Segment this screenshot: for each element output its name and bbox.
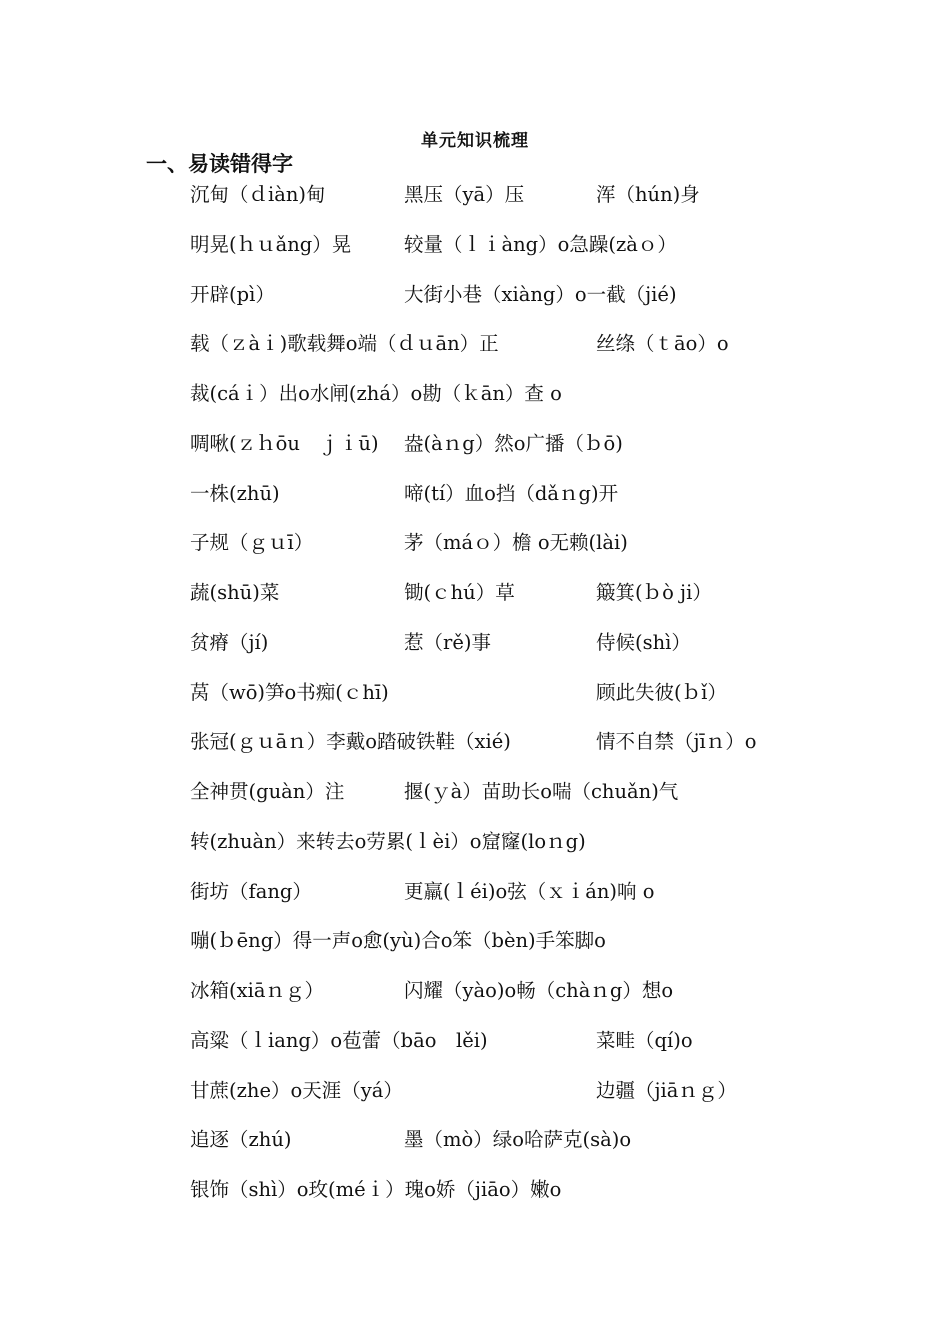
vocabulary-entry: 沉甸（ｄiàn)甸 <box>190 183 326 206</box>
vocabulary-entry: 大街小巷（xiàng）o一截（jié) <box>404 282 677 306</box>
vocabulary-entry: 墨（mò）绿o哈萨克(sà)o <box>404 1128 632 1152</box>
vocabulary-entry: 茅（máｏ）檐 o无赖(lài) <box>404 531 628 555</box>
vocabulary-entry: 惹（rě)事 <box>404 630 491 654</box>
vocabulary-entry: 较量（ｌｉàng）o急躁(zàｏ） <box>404 232 677 256</box>
vocabulary-row <box>0 222 950 272</box>
vocabulary-entry: 黑压（yā）压 <box>404 183 525 206</box>
vocabulary-entry: 一株(zhū) <box>190 481 280 505</box>
vocabulary-row <box>0 520 950 570</box>
vocabulary-row <box>0 371 950 421</box>
vocabulary-entry: 啼(tí）血o挡（dǎｎg)开 <box>404 481 619 505</box>
vocabulary-row <box>0 421 950 471</box>
vocabulary-entry: 转(zhuàn）来转去o劳累(ｌèi）o窟窿(loｎg) <box>190 829 586 853</box>
vocabulary-entry: 张冠(ｇｕāｎ）李戴o踏破铁鞋（xié) <box>190 730 511 754</box>
vocabulary-entry: 嘣(ｂēng）得一声o愈(yù)合o笨（bèn)手笨脚o <box>190 929 606 953</box>
vocabulary-entry: 顾此失彼(ｂǐ） <box>596 680 727 704</box>
vocabulary-entry: 更羸(ｌéi)o弦（ｘｉán)响 o <box>404 879 655 903</box>
vocabulary-entry: 高粱（ｌiang）o苞蕾（bāo lěi) <box>190 1028 488 1052</box>
vocabulary-row <box>0 471 950 521</box>
vocabulary-entry: 丝绦（ｔāo）o <box>596 332 729 356</box>
vocabulary-row <box>0 1018 950 1068</box>
vocabulary-row <box>0 620 950 670</box>
vocabulary-entry: 锄(ｃhú）草 <box>404 581 515 604</box>
vocabulary-entry: 载（ｚàｉ)歌载舞o端（ｄｕān）正 <box>190 332 499 356</box>
vocabulary-row <box>0 869 950 919</box>
vocabulary-entry: 冰箱(xiāｎｇ） <box>190 979 324 1002</box>
vocabulary-entry: 菜畦（qí)o <box>596 1028 693 1052</box>
vocabulary-row <box>0 1167 950 1217</box>
vocabulary-entry: 裁(cáｉ）出o水闸(zhá）o勘（ｋān）查 o <box>190 382 562 405</box>
vocabulary-entry: 边疆（jiāｎｇ） <box>596 1078 737 1102</box>
vocabulary-row <box>0 321 950 371</box>
vocabulary-entry: 开辟(pì） <box>190 282 275 306</box>
vocabulary-entry: 揠(ｙà）苗助长o喘（chuǎn)气 <box>404 780 679 803</box>
vocabulary-row <box>0 1068 950 1118</box>
vocabulary-row <box>0 918 950 968</box>
section-heading: 一、易读错得字 <box>146 151 293 176</box>
vocabulary-entry: 子规（ｇｕī） <box>190 531 314 555</box>
vocabulary-row <box>0 670 950 720</box>
vocabulary-list <box>0 172 950 1217</box>
vocabulary-row <box>0 719 950 769</box>
vocabulary-entry: 全神贯(guàn）注 <box>190 780 345 803</box>
vocabulary-row <box>0 172 950 222</box>
vocabulary-row <box>0 1117 950 1167</box>
vocabulary-row <box>0 968 950 1018</box>
vocabulary-entry: 闪耀（yào)o畅（chàｎg）想o <box>404 979 674 1002</box>
vocabulary-entry: 明晃(ｈｕǎng）晃 <box>190 232 352 256</box>
vocabulary-entry: 情不自禁（jīｎ）o <box>596 730 757 754</box>
vocabulary-entry: 浑（hún)身 <box>596 183 700 206</box>
vocabulary-entry: 贫瘠（jí) <box>190 630 269 654</box>
document-title: 单元知识梳理 <box>421 131 529 151</box>
vocabulary-entry: 侍候(shì） <box>596 630 691 654</box>
vocabulary-entry: 甘蔗(zhe）o天涯（yá） <box>190 1078 403 1102</box>
vocabulary-entry: 盎(àｎg）然o广播（ｂō) <box>404 431 623 455</box>
vocabulary-row <box>0 272 950 322</box>
vocabulary-entry: 银饰（shì）o玫(méｉ）瑰o娇（jiāo）嫩o <box>190 1178 562 1201</box>
vocabulary-row <box>0 819 950 869</box>
vocabulary-entry: 啁啾(ｚｈōu ｊｉū) <box>190 431 379 455</box>
vocabulary-row <box>0 769 950 819</box>
vocabulary-entry: 簸箕(ｂò ji） <box>596 581 712 604</box>
vocabulary-row <box>0 570 950 620</box>
vocabulary-entry: 莴（wō)笋o书痴(ｃhī) <box>190 680 389 704</box>
vocabulary-entry: 街坊（fang） <box>190 879 312 903</box>
vocabulary-entry: 蔬(shū)菜 <box>190 581 280 604</box>
vocabulary-entry: 追逐（zhú) <box>190 1128 292 1152</box>
